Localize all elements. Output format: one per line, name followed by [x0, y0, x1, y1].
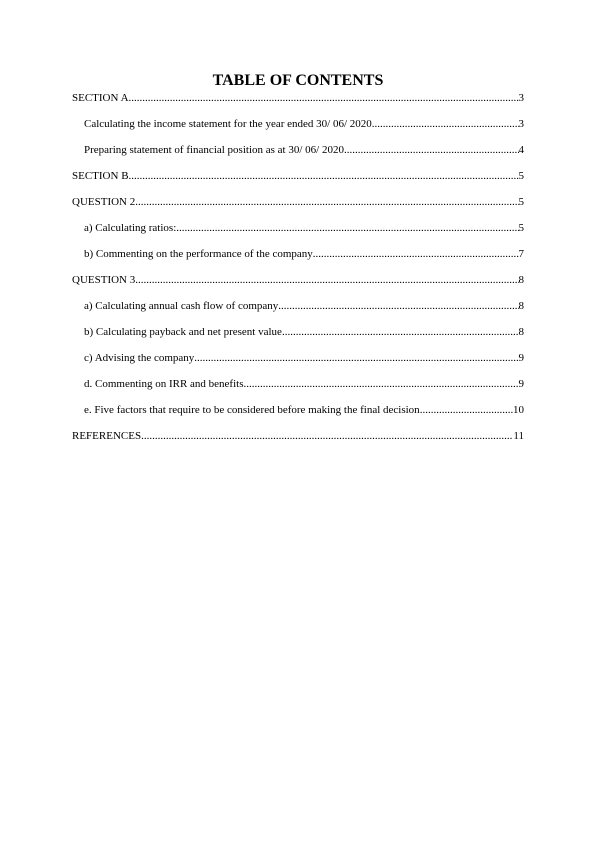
- toc-page-number: 10: [513, 404, 524, 416]
- toc-leader-dots: [344, 142, 519, 158]
- toc-entry-irr-benefits[interactable]: [72, 376, 524, 402]
- toc-entry-section-b[interactable]: [72, 168, 524, 194]
- toc-leader-dots: [129, 168, 519, 184]
- toc-entry-references[interactable]: [72, 428, 524, 454]
- toc-page-number: 9: [518, 378, 524, 390]
- toc-page-number: 11: [513, 430, 524, 442]
- toc-entry-question-2[interactable]: [72, 194, 524, 220]
- toc-entry-text: QUESTION 3: [72, 274, 136, 286]
- toc-page-number: 5: [518, 196, 524, 208]
- toc-entry-question-3[interactable]: [72, 272, 524, 298]
- toc-page-number: 3: [518, 118, 524, 130]
- toc-page-number: 3: [518, 92, 524, 104]
- toc-title: TABLE OF CONTENTS: [212, 72, 384, 89]
- toc-entry-section-a[interactable]: [72, 90, 524, 116]
- toc-entry-text: Calculating the income statement for the year ended 30/ 06/ 2020: [84, 118, 372, 130]
- toc-entry-text: d. Commenting on IRR and benefits: [84, 378, 244, 390]
- toc-entry-text: QUESTION 2: [72, 196, 136, 208]
- toc-leader-dots: [282, 324, 519, 340]
- toc-entry-commenting-performance[interactable]: [72, 246, 524, 272]
- toc-entry-text: a) Calculating ratios:: [84, 222, 177, 234]
- toc-page-number: 4: [518, 144, 524, 156]
- toc-page-number: 5: [518, 170, 524, 182]
- toc-leader-dots: [243, 376, 518, 392]
- toc-page-number: 8: [518, 300, 524, 312]
- toc-entry-income-statement[interactable]: [72, 116, 524, 142]
- toc-page-number: 8: [518, 326, 524, 338]
- toc-list: [72, 90, 524, 454]
- toc-entry-text: Preparing statement of financial position as at 30/ 06/ 2020: [84, 144, 344, 156]
- toc-entry-advising-company[interactable]: [72, 350, 524, 376]
- toc-leader-dots: [278, 298, 518, 314]
- toc-leader-dots: [372, 116, 519, 132]
- toc-entry-text: b) Calculating payback and net present value: [84, 326, 282, 338]
- toc-page-number: 7: [518, 248, 524, 260]
- toc-entry-text: SECTION A: [72, 92, 129, 104]
- toc-leader-dots: [313, 246, 519, 262]
- toc-page-number: 8: [518, 274, 524, 286]
- toc-entry-financial-position[interactable]: [72, 142, 524, 168]
- toc-entry-text: SECTION B: [72, 170, 129, 182]
- toc-entry-text: e. Five factors that require to be considered before making the final decision: [84, 404, 420, 416]
- toc-leader-dots: [135, 272, 518, 288]
- toc-leader-dots: [194, 350, 518, 366]
- toc-page-number: 9: [518, 352, 524, 364]
- toc-entry-text: c) Advising the company: [84, 352, 195, 364]
- toc-entry-annual-cash-flow[interactable]: [72, 298, 524, 324]
- toc-leader-dots: [141, 428, 513, 444]
- toc-leader-dots: [129, 90, 519, 106]
- toc-leader-dots: [176, 220, 518, 236]
- toc-entry-text: a) Calculating annual cash flow of company: [84, 300, 279, 312]
- toc-entry-calculating-ratios[interactable]: [72, 220, 524, 246]
- toc-entry-payback-npv[interactable]: [72, 324, 524, 350]
- toc-entry-text: REFERENCES: [72, 430, 142, 442]
- toc-entry-text: b) Commenting on the performance of the company: [84, 248, 313, 260]
- toc-page-number: 5: [518, 222, 524, 234]
- toc-leader-dots: [420, 402, 513, 418]
- toc-entry-five-factors[interactable]: [72, 402, 524, 428]
- toc-leader-dots: [135, 194, 518, 210]
